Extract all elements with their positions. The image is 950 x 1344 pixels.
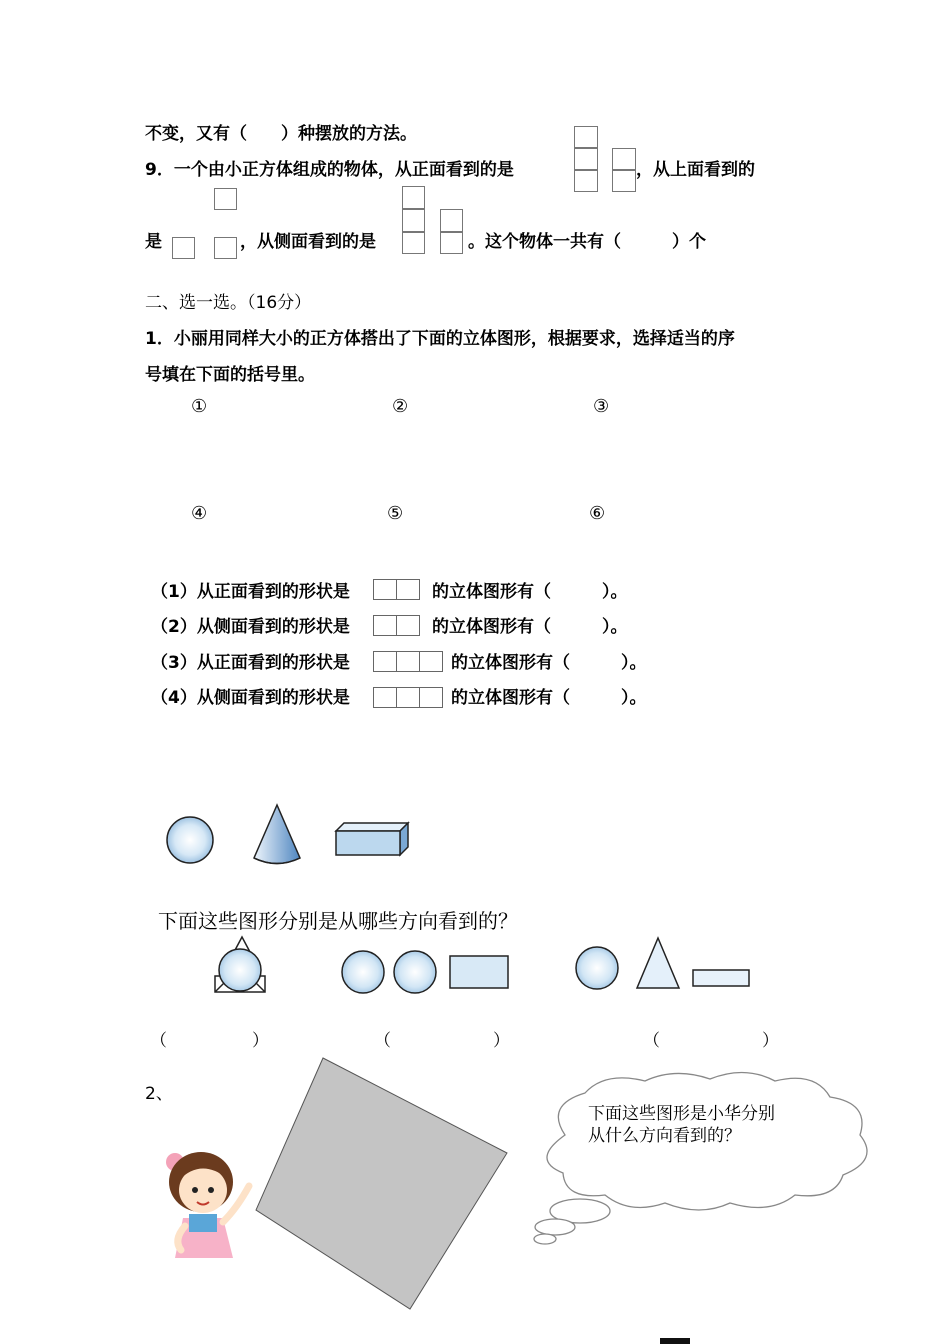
q9-front-cell xyxy=(612,170,636,192)
sub2-suffix: 的立体图形有（ ）。 xyxy=(432,617,628,637)
q9-is: 是 xyxy=(145,232,162,252)
circle-view-icon xyxy=(394,951,436,993)
views-illustration xyxy=(205,932,785,1002)
q9-top-cell xyxy=(172,237,195,259)
solids-illustration xyxy=(150,795,430,875)
sub4-suffix: 的立体图形有（ ）。 xyxy=(451,688,647,708)
page-mark xyxy=(660,1338,690,1344)
sub2-prefix: （2）从侧面看到的形状是 xyxy=(151,617,350,637)
s2q1-line1: 1．小丽用同样大小的正方体搭出了下面的立体图形，根据要求，选择适当的序 xyxy=(145,329,735,349)
answer-paren-1: （ ） xyxy=(150,1031,269,1051)
q9-side-cell xyxy=(402,209,425,232)
triangle-view-icon xyxy=(637,938,679,988)
sub4-prefix: （4）从侧面看到的形状是 xyxy=(151,688,350,708)
figure-label-2: ② xyxy=(392,396,409,417)
q9-top-cell xyxy=(214,188,237,210)
q9-side-cell xyxy=(440,209,463,232)
q9-front-cell xyxy=(574,126,598,148)
figure-label-5: ⑤ xyxy=(387,503,404,524)
sub1-prefix: （1）从正面看到的形状是 xyxy=(151,582,350,602)
q9-after-top: ，从侧面看到的是 xyxy=(240,232,376,252)
figure-label-6: ⑥ xyxy=(589,503,606,524)
sub1-suffix: 的立体图形有（ ）。 xyxy=(432,582,628,602)
section2-title: 二、选一选。（16分） xyxy=(145,293,312,313)
sphere-icon xyxy=(167,817,213,863)
q9-top-cell xyxy=(214,237,237,259)
sub3-suffix: 的立体图形有（ ）。 xyxy=(451,653,647,673)
girl-illustration xyxy=(145,1140,265,1265)
s2q1-line2: 号填在下面的括号里。 xyxy=(145,365,315,385)
sub3-prefix: （3）从正面看到的形状是 xyxy=(151,653,350,673)
cuboid-icon xyxy=(336,823,408,855)
q9-side-cell xyxy=(440,232,463,254)
q9-prefix: 9．一个由小正方体组成的物体，从正面看到的是 xyxy=(145,160,514,180)
figure-label-3: ③ xyxy=(593,396,610,417)
rectangle-view-icon xyxy=(450,956,508,988)
q9-front-cell xyxy=(574,148,598,170)
shapes-question: 下面这些图形分别是从哪些方向看到的？ xyxy=(158,909,518,933)
figure-label-4: ④ xyxy=(191,503,208,524)
q9-side-cell xyxy=(402,186,425,209)
figure-label-1: ① xyxy=(191,396,208,417)
answer-paren-3: （ ） xyxy=(643,1031,779,1051)
combined-view-icon xyxy=(215,937,265,992)
q9-after-front: ，从上面看到的 xyxy=(636,160,755,180)
gray-image-placeholder xyxy=(250,1052,515,1314)
sub4-shape xyxy=(373,687,443,708)
q9-after-side: 。这个物体一共有（ ）个 xyxy=(468,232,706,252)
bubble-line-1: 下面这些图形是小华分别 xyxy=(588,1104,775,1124)
circle-view-icon xyxy=(342,951,384,993)
cone-icon xyxy=(254,805,300,864)
circle-view-icon xyxy=(576,947,618,989)
q9-side-cell xyxy=(402,232,425,254)
q8-tail: 不变，又有（ ）种摆放的方法。 xyxy=(145,124,417,144)
q9-front-cell xyxy=(574,170,598,192)
thought-cloud xyxy=(525,1065,885,1250)
bubble-line-2: 从什么方向看到的？ xyxy=(588,1126,741,1146)
flat-rectangle-view-icon xyxy=(693,970,749,986)
sub2-shape xyxy=(373,615,420,636)
sub1-shape xyxy=(373,579,420,600)
q2-label: 2、 xyxy=(145,1084,173,1104)
q9-front-cell xyxy=(612,148,636,170)
answer-paren-2: （ ） xyxy=(374,1031,510,1051)
sub3-shape xyxy=(373,651,443,672)
